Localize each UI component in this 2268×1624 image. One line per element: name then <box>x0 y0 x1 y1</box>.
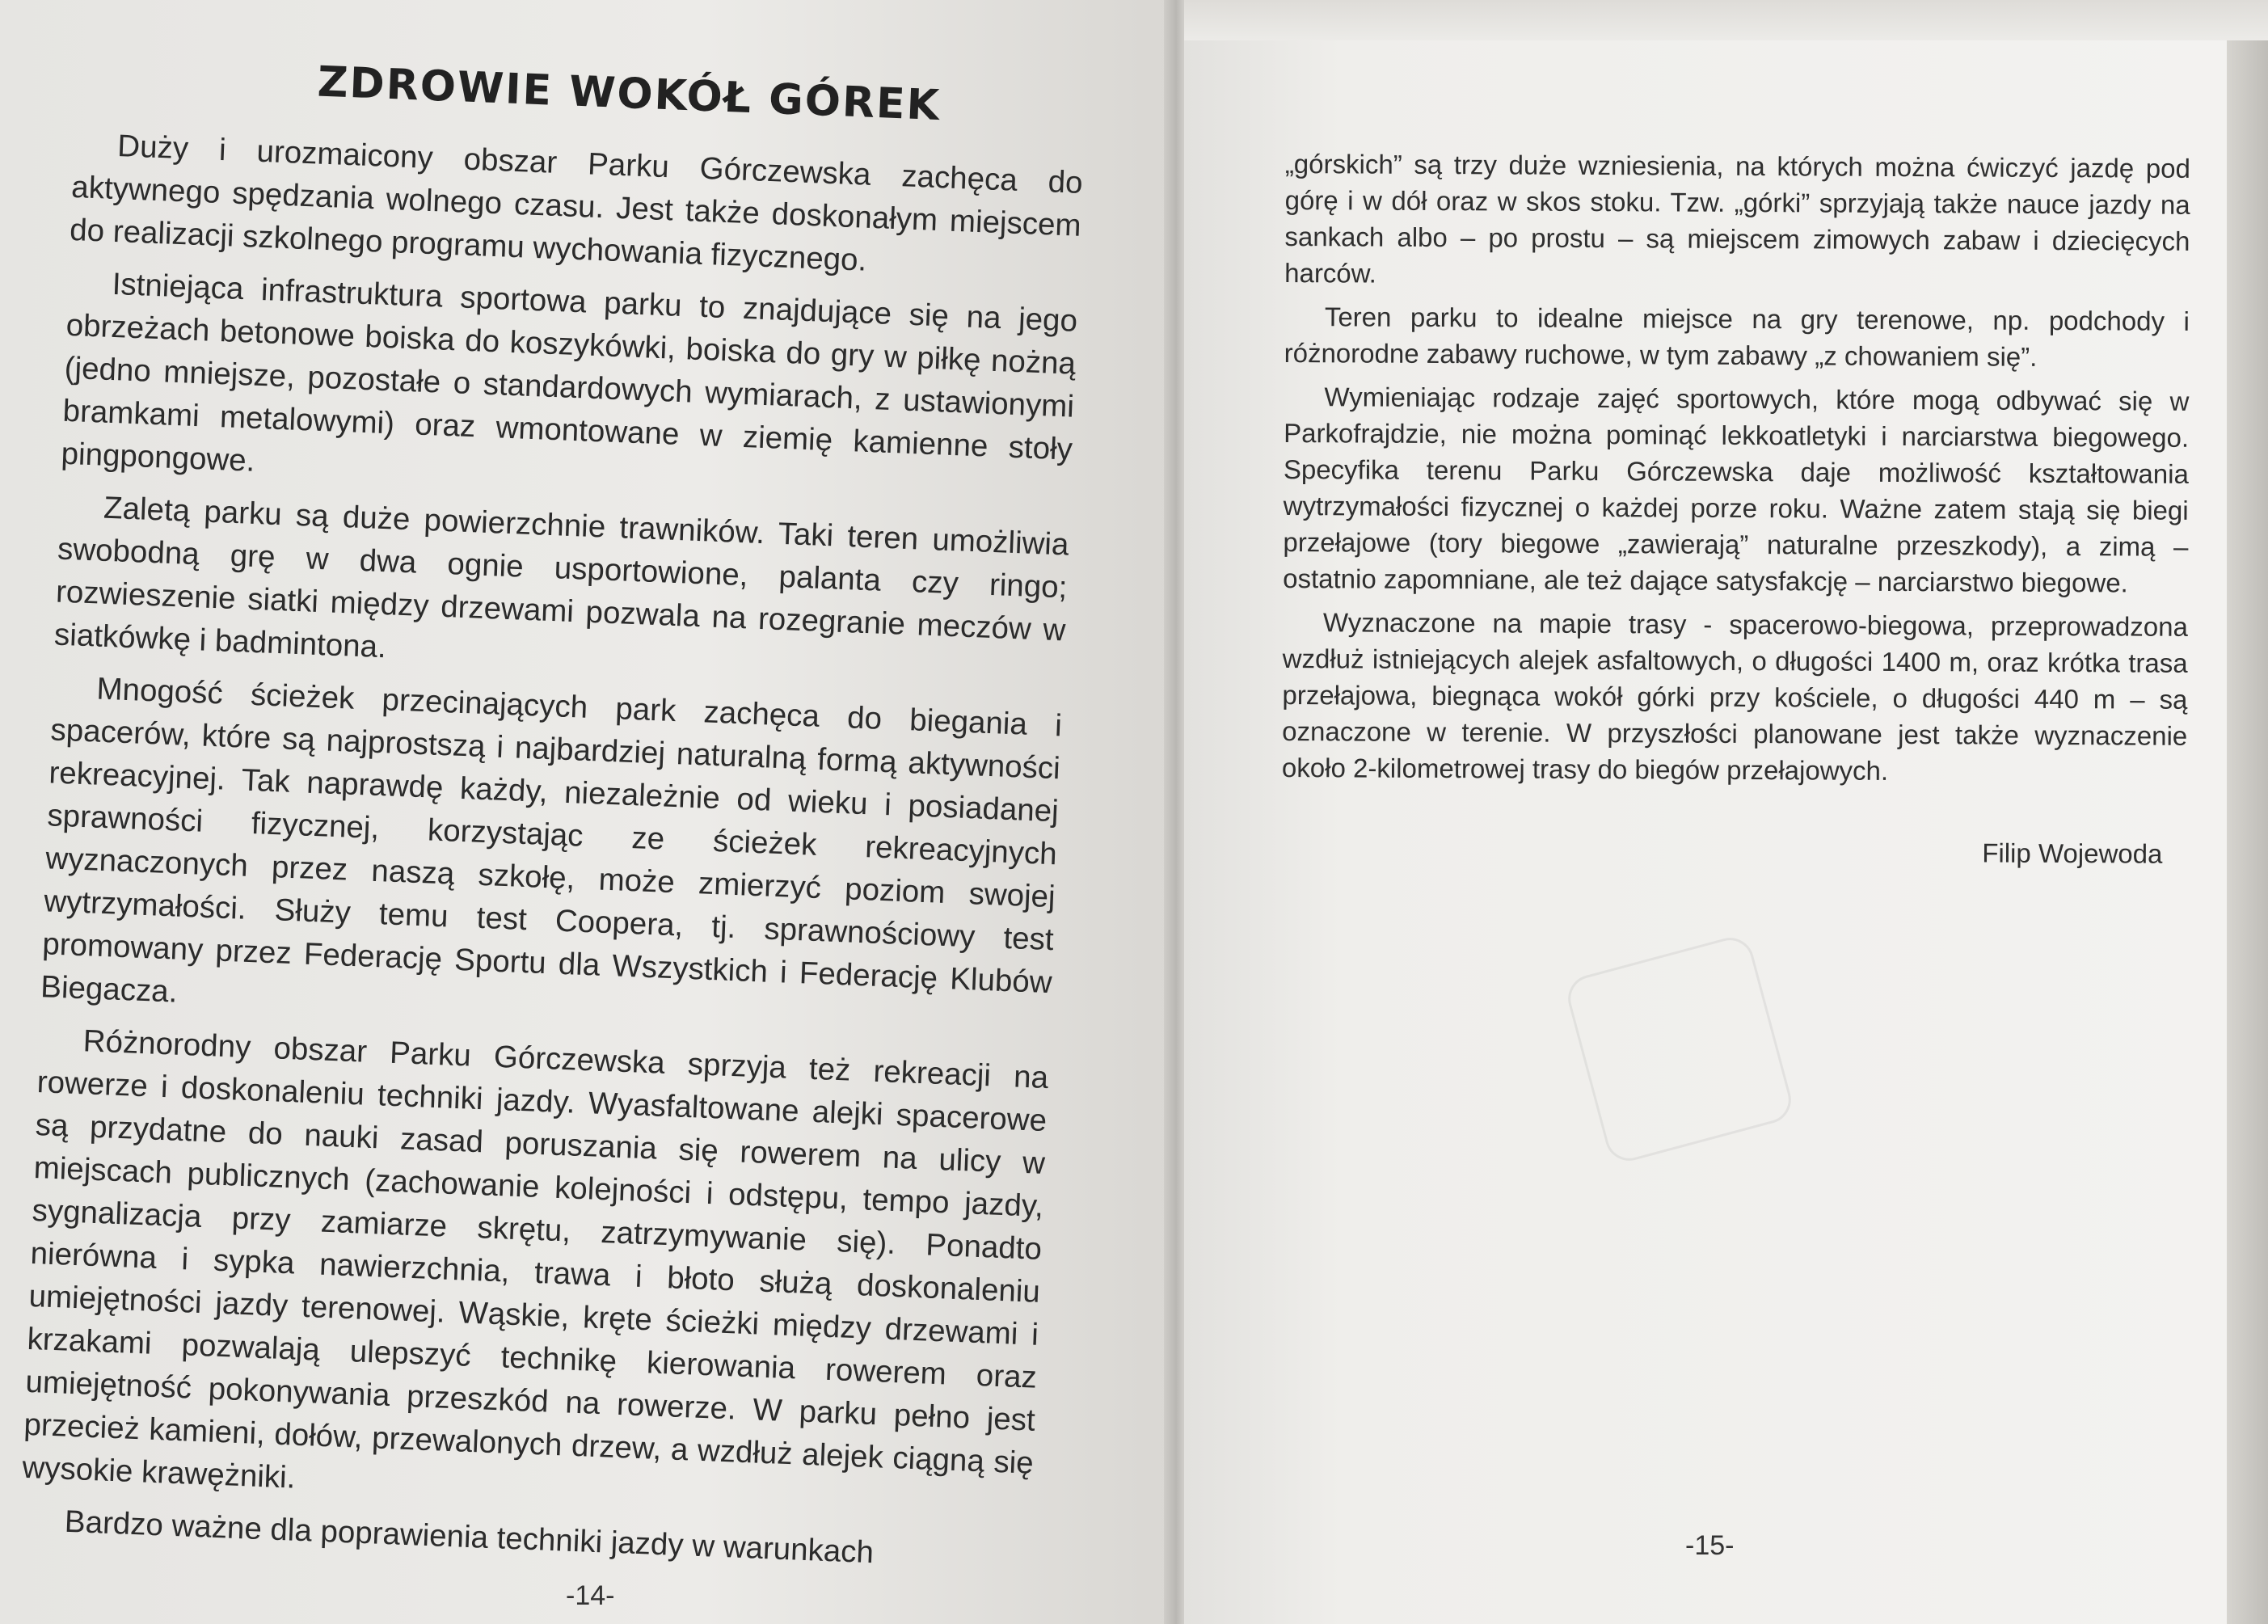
page-edge-top <box>1184 0 2268 40</box>
paragraph: Różnorodny obszar Parku Górczewska sprzyja też rekreacji na rowerze i doskonaleniu techniki jazdy. Wyasfaltowane alejki spacerowe są przydatne do nauki zasad poruszania się rowerem na ulicy w miejscach publicznych (zachowanie kolejności i odstępu, tempo jazdy, sygnalizacja przy zamiarze skrętu, zatrzymywanie się). Ponadto nierówna i sypka nawierzchnia, trawa i błoto służą doskonaleniu umiejętności jazdy terenowej. Wąskie, kręte ścieżki między drzewami i krzakami pozwalają ulepszyć technikę kierowania rowerem oraz umiejętność pokonywania przeszkód na rowerze. W parku pełno jest przecież kamieni, dołów, przewalonych drzew, a wzdłuż alejek ciągną się wysokie krawężniki. <box>21 1023 1049 1495</box>
paragraph: Bardzo ważne dla poprawienia techniki jazdy w warunkach <box>64 1504 875 1571</box>
page-number-left: -14- <box>566 1580 615 1611</box>
paragraph: „górskich” są trzy duże wzniesienia, na których można ćwiczyć jazdę pod górę i w dół oraz w skos stoku. Tzw. „górki” sprzyjają także nauce jazdy na sankach albo – po prostu – są miejscem zimowych zabaw i dziecięcych harców. <box>1284 148 2190 289</box>
paragraph: Mnogość ścieżek przecinających park zachęca do biegania i spacerów, które są najprostszą i najbardziej naturalną formą aktywności rekreacyjnej. Tak naprawdę każdy, niezależnie od wieku i posiadanej sprawności fizycznej, korzystając ze ścieżek rekreacyjnych wyznaczonych przez naszą szkołę, może zmierzyć poziom swojej wytrzymałości. Służy temu test Coopera, tj. sprawnościowy test promowany przez Federację Sportu dla Wszystkich i Federację Klubów Biegacza. <box>40 671 1063 1010</box>
left-page-content <box>19 49 1086 1590</box>
author-signature: Filip Wojewoda <box>1982 837 2163 869</box>
paragraph: Wymieniając rodzaje zajęć sportowych, które mogą odbywać się w Parkofrajdzie, nie można pominąć lekkoatletyki i narciarstwa biegowego. Specyfika terenu Parku Górczewska daje możliwość kształtowania wytrzymałości fizycznej o każdej porze roku. Ważne zatem stają się biegi przełajowe (tory biegowe „zawierają” naturalne przeszkody), a zimą – ostatnio zapomniane, ale też dające satysfakcję – narciarstwo biegowe. <box>1283 382 2190 598</box>
paragraph: Wyznaczone na mapie trasy - spacerowo-biegowa, przeprowadzona wzdłuż istniejących alejek asfaltowych, o długości 1400 m, oraz krótka trasa przełajowa, biegnąca wokół górki przy kościele, o długości 440 m – są oznaczone w terenie. W przyszłości planowane jest także wyznaczenie około 2-kilometrowej trasy do biegów przełajowych. <box>1281 607 2188 786</box>
article-title: ZDROWIE WOKÓŁ GÓREK <box>316 57 942 131</box>
paragraph: Teren parku to idealne miejsce na gry terenowe, np. podchody i różnorodne zabawy ruchowe, w tym zabawy „z chowaniem się”. <box>1284 302 2190 372</box>
right-page-content <box>1281 146 2190 870</box>
paragraph: Zaletą parku są duże powierzchnie trawników. Taki teren umożliwia swobodną grę w dwa ognie usportowione, palanta czy ringo; rozwieszenie siatki między drzewami pozwala na rozegranie meczów w siatkówkę i badmintona. <box>53 490 1070 665</box>
paragraph: Duży i urozmaicony obszar Parku Górczewska zachęca do aktywnego spędzania wolnego czasu. Jest także doskonałym miejscem do realizacji szkolnego programu wychowania fizycznego. <box>69 129 1084 278</box>
page-edge <box>2227 0 2268 1624</box>
paragraph: Istniejąca infrastruktura sportowa parku to znajdujące się na jego obrzeżach betonowe boiska do koszykówki, boiska do gry w piłkę nożną (jedno mniejsze, pozostałe o standardowych wymiarach, z ustawionymi bramkami metalowymi) oraz wmontowane w ziemię kamienne stoły pingpongowe. <box>60 266 1078 479</box>
page-number-right: -15- <box>1685 1530 1735 1561</box>
